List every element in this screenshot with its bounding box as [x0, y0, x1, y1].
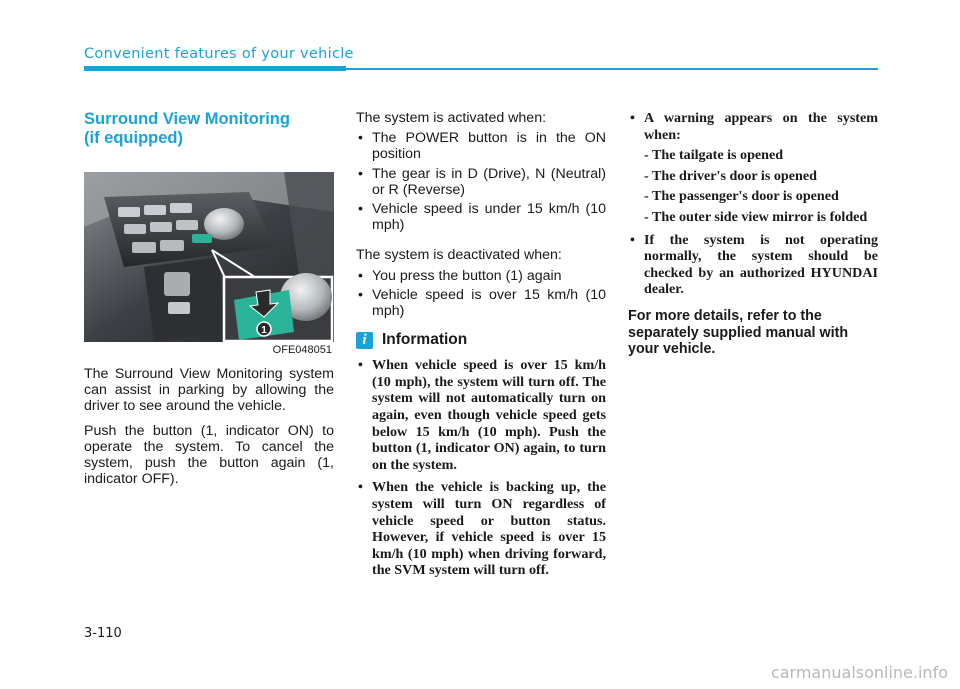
watermark: carmanualsonline.info: [770, 663, 948, 682]
console-illustration: [84, 172, 334, 342]
header-bar: [84, 66, 346, 71]
deactivated-list: [356, 268, 606, 320]
list-item: [628, 110, 878, 226]
deactivated-heading: The system is deactivated when:: [356, 247, 562, 264]
information-title: Information: [382, 331, 468, 349]
list-item: • Vehicle speed is over 15 km/h (10 mph): [356, 287, 606, 319]
paragraph-operate: Push the button (1, indicator ON) to operate the system. To cancel the system, push the button again (1, indicator OFF).: [84, 422, 334, 488]
info-icon: i: [356, 332, 373, 349]
page-number: 3-110: [84, 626, 122, 641]
column-middle: [356, 110, 606, 585]
sub-item: - The driver's door is opened: [644, 167, 817, 184]
list-item: • Vehicle speed is under 15 km/h (10 mph): [356, 201, 606, 233]
paragraph-intro: The Surround View Monitoring system can assist in parking by allowing the driver to see around the vehicle.: [84, 366, 334, 415]
section-title-line2: (if equipped): [84, 129, 183, 147]
column-left: [84, 110, 334, 495]
list-item: • The POWER button is in the ON position: [356, 130, 606, 162]
section-title-line1: Surround View Monitoring: [84, 110, 290, 128]
list-item: • The gear is in D (Drive), N (Neutral) or R (Reverse): [356, 166, 606, 198]
list-item: • When vehicle speed is over 15 km/h (10 mph), the system will turn off. The system will not automatically turn on again, even though vehicle speed gets below 15 km/h (10 mph). Push the button (1, indicator ON) again, to turn on the system.: [356, 357, 606, 473]
list-item: • If the system is not operating normally, the system should be checked by an authorized HYUNDAI dealer.: [628, 232, 878, 298]
activated-heading: The system is activated when:: [356, 110, 547, 126]
figure-code: OFE048051: [272, 344, 332, 356]
activated-list: [356, 130, 606, 233]
sub-item: - The passenger's door is opened: [644, 188, 839, 205]
column-right: [628, 110, 878, 358]
section-title: [84, 110, 334, 148]
warning-sublist: [644, 147, 878, 225]
list-item: • You press the button (1) again: [356, 268, 606, 284]
information-header: [356, 331, 606, 349]
warning-list: [628, 110, 878, 298]
list-item: • When the vehicle is backing up, the system will turn ON regardless of vehicle speed or button status. However, if vehicle speed is over 15 km/h (10 mph) when driving forward, the SVM system will turn off.: [356, 479, 606, 579]
more-details-note: For more details, refer to the separately supplied manual with your vehicle.: [628, 307, 849, 358]
header-rule: [346, 68, 878, 70]
figure-callout: 1: [261, 325, 267, 336]
header-title: Convenient features of your vehicle: [84, 46, 354, 62]
sub-item: - The tailgate is opened: [644, 147, 784, 164]
warning-item-text: A warning appears on the system when:: [644, 110, 878, 143]
information-list: [356, 357, 606, 579]
sub-item: - The outer side view mirror is folded: [644, 208, 868, 225]
console-photo: [84, 172, 334, 342]
